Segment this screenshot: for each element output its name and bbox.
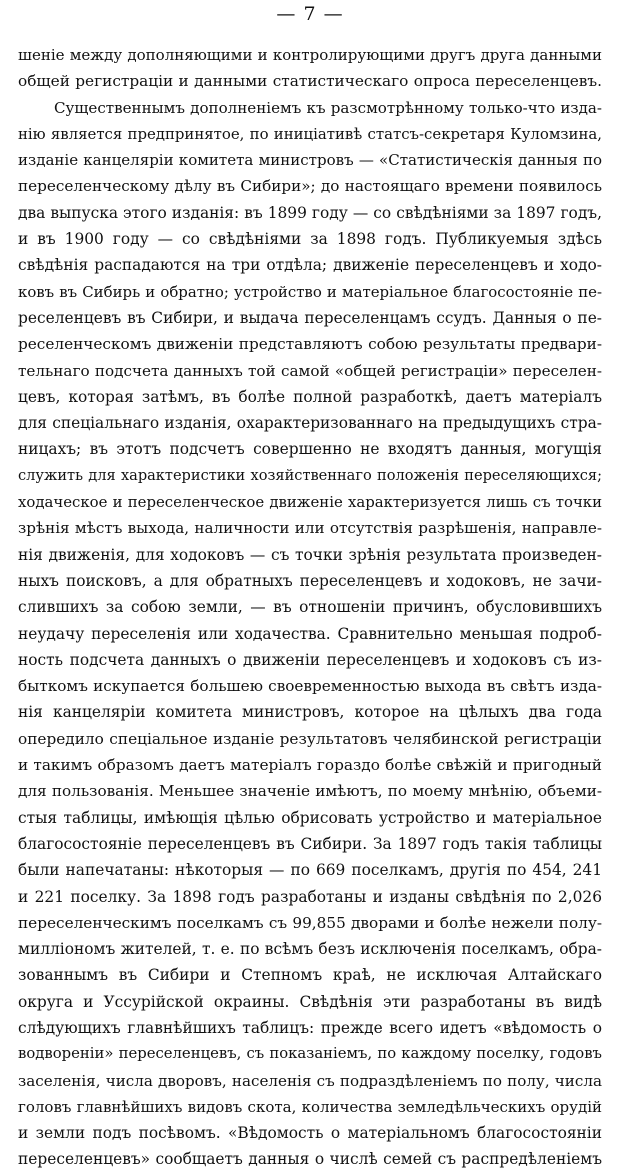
- text-line: реселенцевъ въ Сибири, и выдача переселенцамъ ссудъ. Данныя о пе-: [18, 308, 602, 327]
- text-line: были напечатаны: нѣкоторыя — по 669 поселкамъ, другія по 454, 241: [18, 861, 602, 880]
- page-number: — 7 —: [276, 3, 344, 25]
- text-line: переселенческому дѣлу въ Сибири»; до настоящаго времени появилось: [18, 177, 602, 196]
- text-line: и такимъ образомъ даетъ матеріалъ гораздо болѣе свѣжій и пригодный: [18, 756, 602, 775]
- text-line: ницахъ; въ этотъ подсчетъ совершенно не входятъ данныя, могущія: [18, 440, 602, 459]
- text-line: опередило спеціальное изданіе результатовъ челябинской регистраціи: [18, 729, 602, 748]
- text-line: милліономъ жителей, т. е. по всѣмъ безъ исключенія поселкамъ, обра-: [18, 940, 602, 959]
- text-line: переселенцевъ» сообщаетъ данныя о числѣ семей съ распредѣленіемъ: [18, 1150, 602, 1169]
- text-line: два выпуска этого изданія: въ 1899 году — со свѣдѣніями за 1897 годъ,: [18, 203, 602, 222]
- text-line: нія канцеляріи комитета министровъ, которое на цѣлыхъ два года: [18, 703, 602, 722]
- text-line: ность подсчета данныхъ о движеніи переселенцевъ и ходоковъ съ из-: [18, 650, 602, 669]
- text-line: нія движенія, для ходоковъ — съ точки зрѣнія результата произведен-: [18, 545, 602, 564]
- text-line: цевъ, которая затѣмъ, въ болѣе полной разработкѣ, даетъ матеріалъ: [18, 387, 602, 406]
- text-line: служить для характеристики хозяйственнаго положенія переселяющихся;: [18, 466, 602, 484]
- text-line: тельнаго подсчета данныхъ той самой «общей регистраціи» переселен-: [18, 361, 602, 380]
- text-line: изданіе канцеляріи комитета министровъ — «Статистическія данныя по: [18, 151, 602, 170]
- text-line: ходаческое и переселенческое движеніе характеризуется лишь съ точки: [18, 493, 602, 512]
- text-line: для пользованія. Меньшее значеніе имѣютъ, по моему мнѣнію, объеми-: [18, 782, 602, 801]
- text-line: Существеннымъ дополненіемъ къ разсмотрѣнному только-что изда-: [54, 98, 602, 117]
- text-line: и въ 1900 году — со свѣдѣніями за 1898 годъ. Публикуемыя здѣсь: [18, 230, 602, 249]
- text-line: переселенческимъ поселкамъ съ 99,855 дворами и болѣе нежели полу-: [18, 913, 602, 932]
- text-line: ковъ въ Сибирь и обратно; устройство и матеріальное благосостояніе пе-: [18, 282, 602, 301]
- text-line: свѣдѣнія распадаются на три отдѣла; движеніе переселенцевъ и ходо-: [18, 256, 602, 275]
- text-line: общей регистраціи и данными статистическаго опроса переселенцевъ.: [18, 72, 602, 91]
- text-line: слившихъ за собою земли, — въ отношеніи причинъ, обусловившихъ: [18, 598, 602, 617]
- text-line: слѣдующихъ главнѣйшихъ таблицъ: прежде всего идетъ «вѣдомость о: [18, 1018, 602, 1037]
- text-line: нію является предпринятое, по иниціативѣ статсъ-секретаря Куломзина,: [18, 124, 602, 143]
- text-line: реселенческомъ движеніи представляютъ собою результаты предвари-: [18, 335, 602, 354]
- text-line: и 221 поселку. За 1898 годъ разработаны и изданы свѣдѣнія по 2,026: [18, 887, 602, 906]
- text-line: и земли подъ посѣвомъ. «Вѣдомость о матеріальномъ благосостояніи: [18, 1124, 602, 1143]
- text-line: стыя таблицы, имѣющія цѣлью обрисовать устройство и матеріальное: [18, 808, 602, 827]
- text-line: округа и Уссурійской окраины. Свѣдѣнія эти разработаны въ видѣ: [18, 992, 602, 1011]
- text-line: для спеціальнаго изданія, охарактеризованнаго на предыдущихъ стра-: [18, 414, 602, 433]
- text-line: заселенія, числа дворовъ, населенія съ подраздѣленіемъ по полу, числа: [18, 1071, 602, 1090]
- text-line: благосостояніе переселенцевъ въ Сибири. За 1897 годъ такія таблицы: [18, 834, 602, 853]
- text-line: водвореніи» переселенцевъ, съ показаніемъ, по каждому поселку, годовъ: [18, 1045, 602, 1063]
- body-text: [18, 42, 602, 1173]
- text-line: ныхъ поисковъ, а для обратныхъ переселенцевъ и ходоковъ, не зачи-: [18, 571, 602, 590]
- text-line: быткомъ искупается большею своевременностью выхода въ свѣтъ изда-: [18, 677, 602, 696]
- text-line: зованнымъ въ Сибири и Степномъ краѣ, не исключая Алтайскаго: [18, 966, 602, 985]
- text-line: головъ главнѣйшихъ видовъ скота, количества земледѣльческихъ орудій: [18, 1097, 602, 1116]
- text-line: зрѣнія мѣстъ выхода, наличности или отсутствія разрѣшенія, направле-: [18, 519, 602, 538]
- text-line: неудачу переселенія или ходачества. Сравнительно меньшая подроб-: [18, 624, 602, 643]
- text-line: шеніе между дополняющими и контролирующими другъ друга данными: [18, 46, 602, 64]
